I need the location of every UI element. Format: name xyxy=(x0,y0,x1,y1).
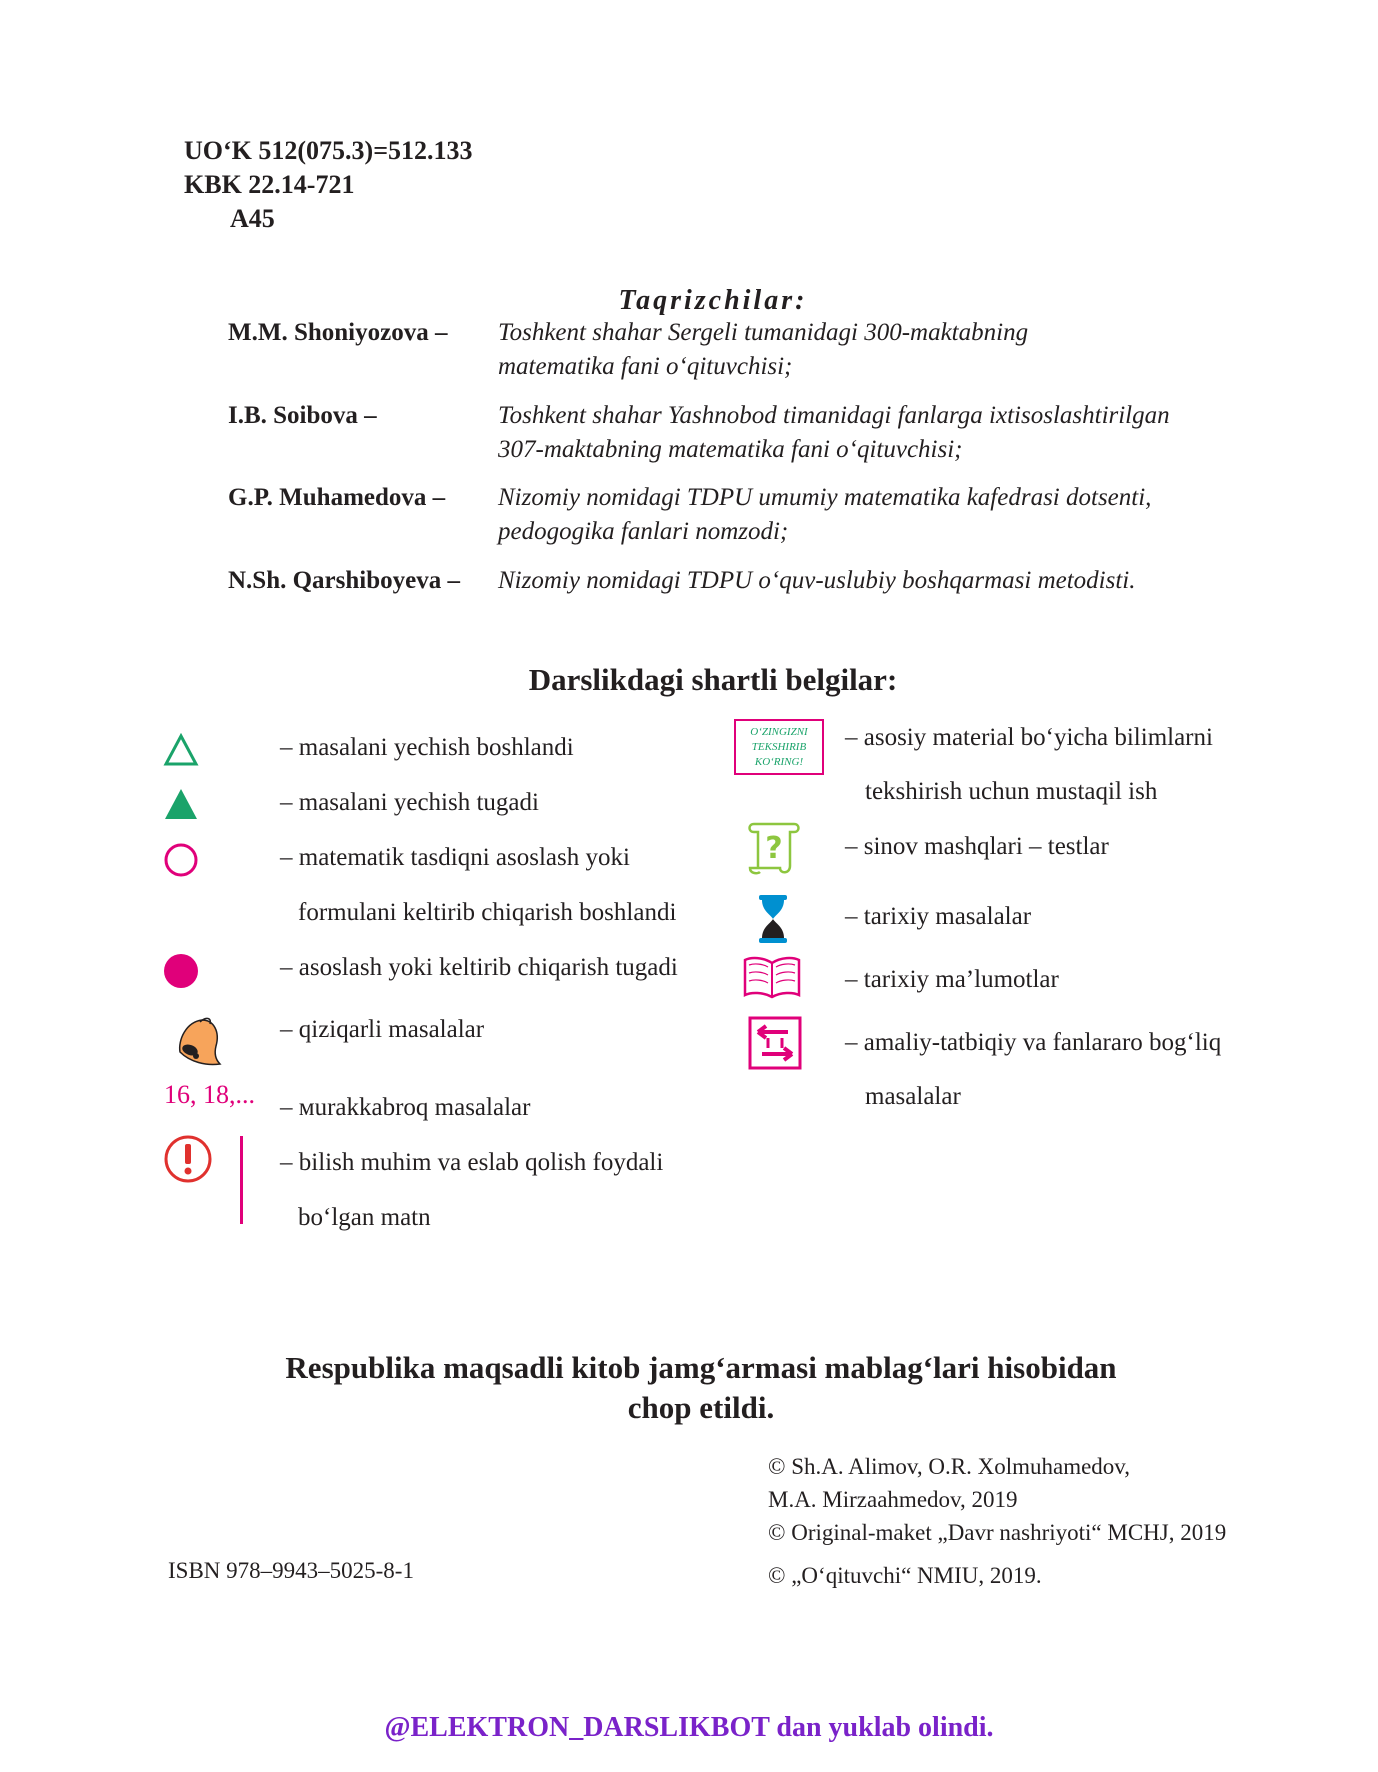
reviewer-description-line: matematika fani o‘qituvchisi; xyxy=(498,353,793,380)
download-footer: @ELEKTRON_DARSLIKBOT dan yuklab olindi. xyxy=(384,1712,994,1743)
reviewer-description xyxy=(498,399,1170,467)
legend-item-text: – мurakkabroq masalalar xyxy=(280,1094,531,1121)
important-text-bar xyxy=(240,1136,243,1224)
reviewer-name: M.M. Shoniyozova – xyxy=(228,319,448,346)
reviewer-description xyxy=(498,316,1028,384)
funding-line: chop etildi. xyxy=(627,1390,775,1425)
legend-item-text: – tarixiy masalalar xyxy=(845,903,1032,930)
reviewers-title: Taqrizchilar: xyxy=(618,285,808,316)
bell-icon xyxy=(170,1012,226,1068)
reviewer-description xyxy=(498,564,1136,598)
self-check-box xyxy=(734,719,824,775)
reviewer-description-line: pedogogika fanlari nomzodi; xyxy=(498,518,789,545)
classification-block xyxy=(184,134,473,236)
reviewer-description-line: Nizomiy nomidagi TDPU o‘quv-uslubiy boshqarmasi metodisti. xyxy=(498,567,1136,594)
legend-item-text: – sinov mashqlari – testlar xyxy=(845,833,1109,860)
legend-title: Darslikdagi shartli belgilar: xyxy=(528,662,898,697)
reviewer-name: G.P. Muhamedova – xyxy=(228,484,446,511)
legend-item-text: – bilish muhim va eslab qolish foydali xyxy=(280,1149,664,1176)
exclamation-icon xyxy=(163,1134,213,1184)
legend-item-text: bo‘lgan matn xyxy=(298,1204,431,1231)
copyright-line: © „O‘qituvchi“ NMIU, 2019. xyxy=(768,1563,1042,1588)
legend-item-text: – masalani yechish boshlandi xyxy=(280,734,574,761)
question-scroll-icon xyxy=(744,818,804,878)
copyright-block xyxy=(768,1450,1226,1592)
self-check-box-line: O‘ZINGIZNI xyxy=(750,726,808,738)
legend-item-text: tekshirish uchun mustaqil ish xyxy=(865,778,1158,805)
legend-item-text: – amaliy-tatbiqiy va fanlararo bog‘liq xyxy=(845,1029,1222,1056)
legend-item-text: masalalar xyxy=(865,1083,961,1110)
reviewer-description-line: Toshkent shahar Yashnobod timanidagi fanlarga ixtisoslashtirilgan xyxy=(498,402,1170,429)
kbk-code: KBK 22.14-721 xyxy=(184,170,355,199)
svg-text:?: ? xyxy=(765,831,783,866)
hourglass-icon xyxy=(755,893,791,945)
reviewer-description-line: Toshkent shahar Sergeli tumanidagi 300-maktabning xyxy=(498,319,1029,346)
legend-item-text: – matematik tasdiqni asoslash yoki xyxy=(280,844,630,871)
legend-item-text: – asoslash yoki keltirib chiqarish tugadi xyxy=(280,954,678,981)
funding-line: Respublika maqsadli kitob jamg‘armasi mablag‘lari hisobidan xyxy=(285,1350,1117,1385)
copyright-line: M.A. Mirzaahmedov, 2019 xyxy=(768,1487,1018,1512)
legend-item-text: – masalani yechish tugadi xyxy=(280,789,539,816)
legend-item-text: – qiziqarli masalalar xyxy=(280,1016,485,1043)
numbering-marker: 16, 18,... xyxy=(164,1080,255,1109)
author-code: A45 xyxy=(230,204,275,233)
copyright-line: © Sh.A. Alimov, O.R. Xolmuhamedov, xyxy=(768,1454,1131,1479)
self-check-box-line: TEKSHIRIB xyxy=(751,741,807,753)
funding-note xyxy=(0,1348,1378,1428)
circle-outline-icon xyxy=(163,842,199,878)
triangle-filled-icon xyxy=(163,787,199,821)
copyright-line: © Original-maket „Davr nashriyoti“ MCHJ, 2019 xyxy=(768,1520,1227,1545)
legend-item-text: – asosiy material bo‘yicha bilimlarni xyxy=(845,724,1213,751)
reviewer-name: N.Sh. Qarshiboyeva – xyxy=(228,567,460,594)
circle-filled-icon xyxy=(162,952,200,990)
udk-code: UO‘K 512(075.3)=512.133 xyxy=(184,136,473,165)
reviewer-description-line: 307-maktabning matematika fani o‘qituvchisi; xyxy=(498,436,963,463)
self-check-box-line: KO‘RING! xyxy=(754,756,804,768)
legend-item-text: – tarixiy ma’lumotlar xyxy=(845,966,1059,993)
isbn: ISBN 978–9943–5025-8-1 xyxy=(168,1558,414,1583)
reviewer-description-line: Nizomiy nomidagi TDPU umumiy matematika kafedrasi dotsenti, xyxy=(498,484,1152,511)
legend-item-text: formulani keltirib chiqarish boshlandi xyxy=(298,899,677,926)
interdisciplinary-link-icon xyxy=(748,1016,802,1070)
reviewer-name: I.B. Soibova – xyxy=(228,402,377,429)
reviewer-description xyxy=(498,481,1151,549)
book-icon xyxy=(741,955,803,1001)
triangle-outline-icon xyxy=(163,733,199,767)
